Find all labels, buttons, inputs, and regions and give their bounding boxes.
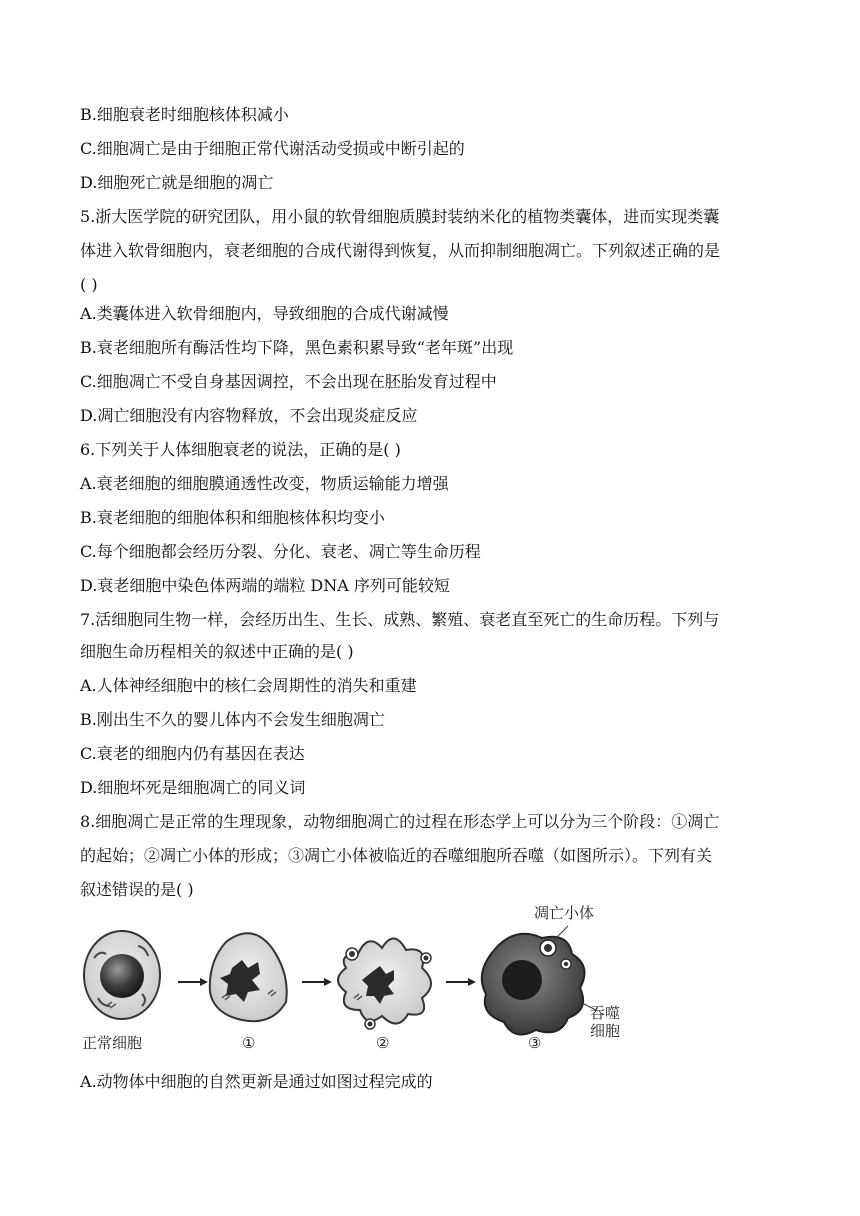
question-5-stem: 5.浙大医学院的研究团队，用小鼠的软骨细胞质膜封装纳米化的植物类囊体，进而实现类囊	[80, 207, 720, 226]
option-a: A.人体神经细胞中的核仁会周期性的消失和重建	[80, 676, 417, 695]
apoptosis-figure	[76, 902, 636, 1058]
stage-1-cell	[210, 933, 287, 1021]
option-b: B.衰老细胞所有酶活性均下降，黑色素积累导致“老年斑”出现	[80, 338, 514, 357]
text-line: D.细胞死亡就是细胞的凋亡	[80, 173, 274, 192]
question-6-stem: 6.下列关于人体细胞衰老的说法，正确的是( )	[80, 440, 401, 459]
option-d: D.凋亡细胞没有内容物释放，不会出现炎症反应	[80, 406, 418, 425]
option-d: D.衰老细胞中染色体两端的端粒 DNA 序列可能较短	[80, 576, 450, 595]
text-line: B.细胞衰老时细胞核体积减小	[80, 105, 289, 124]
option-a: A.动物体中细胞的自然更新是通过如图过程完成的	[80, 1072, 433, 1091]
label-normal-cell: 正常细胞	[82, 1034, 143, 1052]
arrow-icon	[302, 978, 332, 986]
label-phagocyte: 吞噬	[590, 1004, 621, 1022]
option-a: A.类囊体进入软骨细胞内，导致细胞的合成代谢减慢	[80, 304, 449, 323]
option-b: B.刚出生不久的婴儿体内不会发生细胞凋亡	[80, 710, 385, 729]
label-stage-1: ①	[242, 1034, 256, 1052]
label-apoptotic-body: 凋亡小体	[534, 904, 595, 922]
option-c: C.每个细胞都会经历分裂、分化、衰老、凋亡等生命历程	[80, 542, 481, 561]
answer-bracket: ( )	[80, 275, 98, 294]
stage-3-phagocyte	[482, 926, 596, 1035]
question-7-stem: 7.活细胞同生物一样，会经历出生、生长、成熟、繁殖、衰老直至死亡的生命历程。下列与	[80, 610, 720, 629]
label-phagocyte: 细胞	[590, 1022, 621, 1040]
normal-cell	[84, 931, 160, 1019]
label-stage-3: ③	[528, 1034, 542, 1052]
text-line: C.细胞凋亡是由于细胞正常代谢活动受损或中断引起的	[80, 139, 465, 158]
option-d: D.细胞坏死是细胞凋亡的同义词	[80, 778, 306, 797]
question-8-stem: 的起始；②凋亡小体的形成；③凋亡小体被临近的吞噬细胞所吞噬（如图所示）。下列有关	[80, 846, 713, 865]
question-8-stem: 8.细胞凋亡是正常的生理现象，动物细胞凋亡的过程在形态学上可以分为三个阶段：①凋亡	[80, 812, 720, 831]
option-a: A.衰老细胞的细胞膜通透性改变，物质运输能力增强	[80, 474, 449, 493]
stage-2-cell	[338, 938, 431, 1029]
question-5-stem: 体进入软骨细胞内，衰老细胞的合成代谢得到恢复，从而抑制细胞凋亡。下列叙述正确的是	[80, 241, 721, 260]
arrow-icon	[446, 978, 476, 986]
arrow-icon	[178, 978, 208, 986]
question-7-stem: 细胞生命历程相关的叙述中正确的是( )	[80, 642, 354, 661]
label-stage-2: ②	[376, 1034, 390, 1052]
option-b: B.衰老细胞的细胞体积和细胞核体积均变小	[80, 508, 385, 527]
option-c: C.衰老的细胞内仍有基因在表达	[80, 744, 305, 763]
option-c: C.细胞凋亡不受自身基因调控，不会出现在胚胎发育过程中	[80, 372, 497, 391]
apoptosis-diagram	[76, 902, 636, 1058]
question-8-stem: 叙述错误的是( )	[80, 880, 194, 899]
